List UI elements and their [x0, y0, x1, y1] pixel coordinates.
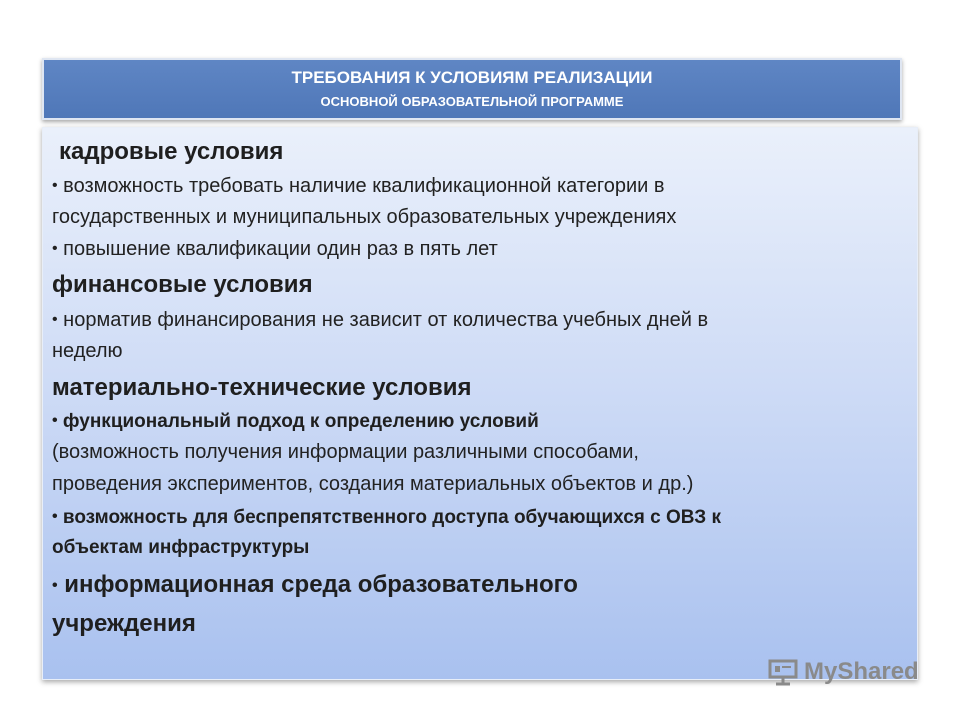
bullet-text: возможность требовать наличие квалификационной категории в	[63, 175, 665, 197]
bullet-continuation: объектам инфраструктуры	[52, 537, 310, 558]
content-panel	[42, 127, 918, 680]
heading-material: материально-технические условия	[52, 374, 472, 401]
slide-title	[42, 58, 902, 120]
bullet-icon: •	[52, 577, 58, 594]
bullet-icon: •	[52, 311, 58, 328]
title-line-2: ОСНОВНОЙ ОБРАЗОВАТЕЛЬНОЙ ПРОГРАММЕ	[320, 94, 624, 109]
bullet-item	[52, 309, 708, 332]
bullet-item	[52, 507, 721, 529]
bullet-icon: •	[52, 508, 58, 525]
bullet-text: информационная среда образовательного	[64, 571, 578, 598]
bullet-icon: •	[52, 240, 58, 257]
heading-kadry: кадровые условия	[59, 138, 284, 165]
bullet-text: возможность для беспрепятственного доступа обучающихся с ОВЗ к	[62, 507, 721, 528]
bullet-item	[52, 571, 578, 599]
bullet-item	[52, 411, 539, 433]
bullet-icon: •	[52, 412, 58, 429]
bullet-item	[52, 238, 498, 261]
presentation-board-icon	[768, 658, 798, 686]
bullet-text: повышение квалификации один раз в пять лет	[63, 238, 498, 260]
bullet-continuation: неделю	[52, 340, 123, 362]
bullet-continuation: учреждения	[52, 610, 196, 637]
bullet-icon: •	[52, 177, 58, 194]
bullet-text: норматив финансирования не зависит от количества учебных дней в	[63, 309, 709, 331]
bullet-continuation: государственных и муниципальных образовательных учреждениях	[52, 206, 677, 228]
bullet-text: функциональный подход к определению условий	[62, 411, 539, 432]
watermark-text: MyShared	[804, 658, 919, 685]
bullet-item	[52, 175, 665, 198]
paren-text: (возможность получения информации различными способами,	[52, 441, 639, 463]
title-line-1: ТРЕБОВАНИЯ К УСЛОВИЯМ РЕАЛИЗАЦИИ	[291, 68, 653, 87]
heading-finance: финансовые условия	[52, 271, 313, 298]
watermark	[768, 656, 919, 688]
paren-text: проведения экспериментов, создания материальных объектов и др.)	[52, 473, 694, 495]
